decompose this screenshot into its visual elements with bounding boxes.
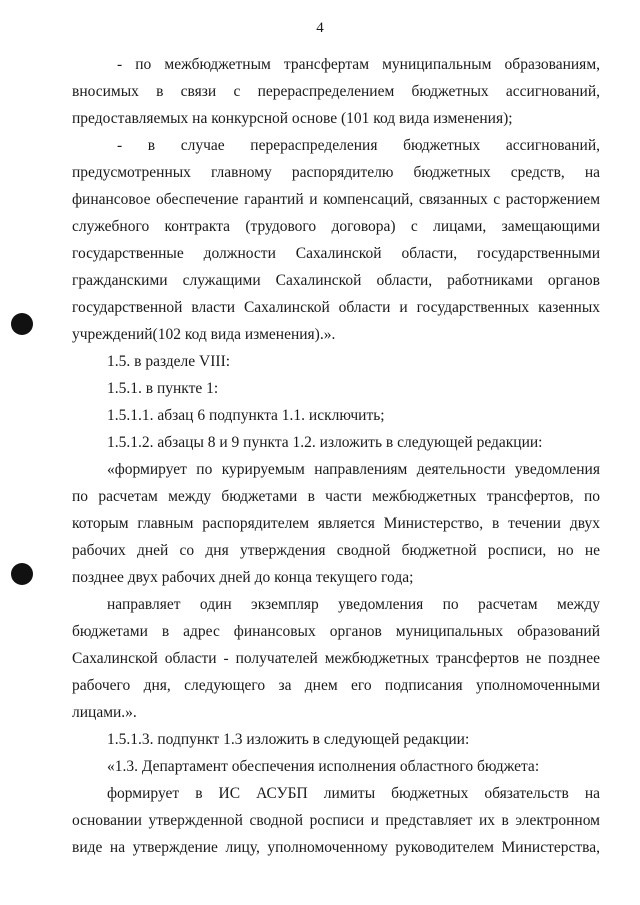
page-number: 4 [316,20,324,36]
text-line: государственные должности Сахалинской области, государственными [72,245,600,262]
punch-hole-mark [11,313,33,335]
text-line: формирует в ИС АСУБП лимиты бюджетных обязательств на [107,785,600,802]
text-line: которым главным распорядителем является Министерство, в течении двух [72,515,600,532]
text-line: направляет один экземпляр уведомления по расчетам между [107,596,600,613]
text-line: финансовое обеспечение гарантий и компенсаций, связанных с расторжением [72,191,600,208]
punch-hole-mark [11,563,33,585]
text-line: 1.5.1. в пункте 1: [107,380,219,397]
text-line: государственной власти Сахалинской области и государственных казенных [72,299,600,316]
text-line: - в случае перераспределения бюджетных ассигнований, [117,137,600,154]
text-line: «формирует по курируемым направлениям деятельности уведомления [107,461,600,478]
text-line: учреждений(102 код вида изменения).». [72,326,336,343]
text-line: 1.5.1.2. абзацы 8 и 9 пункта 1.2. изложить в следующей редакции: [107,434,543,451]
text-line: вносимых в связи с перераспределением бюджетных ассигнований, [72,83,600,100]
text-line: служебного контракта (трудового договора) с лицами, замещающими [72,218,600,235]
text-line: лицами.». [72,704,137,721]
text-line: 1.5. в разделе VIII: [107,353,231,370]
text-line: виде на утверждение лицу, уполномоченному руководителем Министерства, [72,839,600,856]
text-line: рабочего дня, следующего за днем его подписания уполномоченными [72,677,600,694]
text-line: по расчетам между бюджетами в части межбюджетных трансфертов, по [72,488,600,505]
text-line: бюджетами в адрес финансовых органов муниципальных образований [72,623,600,640]
text-line: 1.5.1.1. абзац 6 подпункта 1.1. исключить; [107,407,385,424]
text-line: Сахалинской области - получателей межбюджетных трансфертов не позднее [72,650,600,667]
text-line: - по межбюджетным трансфертам муниципальным образованиям, [117,56,600,73]
text-line: позднее двух рабочих дней до конца текущего года; [72,569,414,586]
text-line: предусмотренных главному распорядителю бюджетных средств, на [72,164,600,181]
text-line: предоставляемых на конкурсной основе (101 код вида изменения); [72,110,513,127]
text-line: рабочих дней со дня утверждения сводной бюджетной росписи, но не [72,542,600,559]
text-line: основании утвержденной сводной росписи и представляет их в электронном [72,812,600,829]
text-line: гражданскими служащими Сахалинской области, работниками органов [72,272,600,289]
text-line: 1.5.1.3. подпункт 1.3 изложить в следующей редакции: [107,731,470,748]
text-line: «1.3. Департамент обеспечения исполнения областного бюджета: [107,758,540,775]
